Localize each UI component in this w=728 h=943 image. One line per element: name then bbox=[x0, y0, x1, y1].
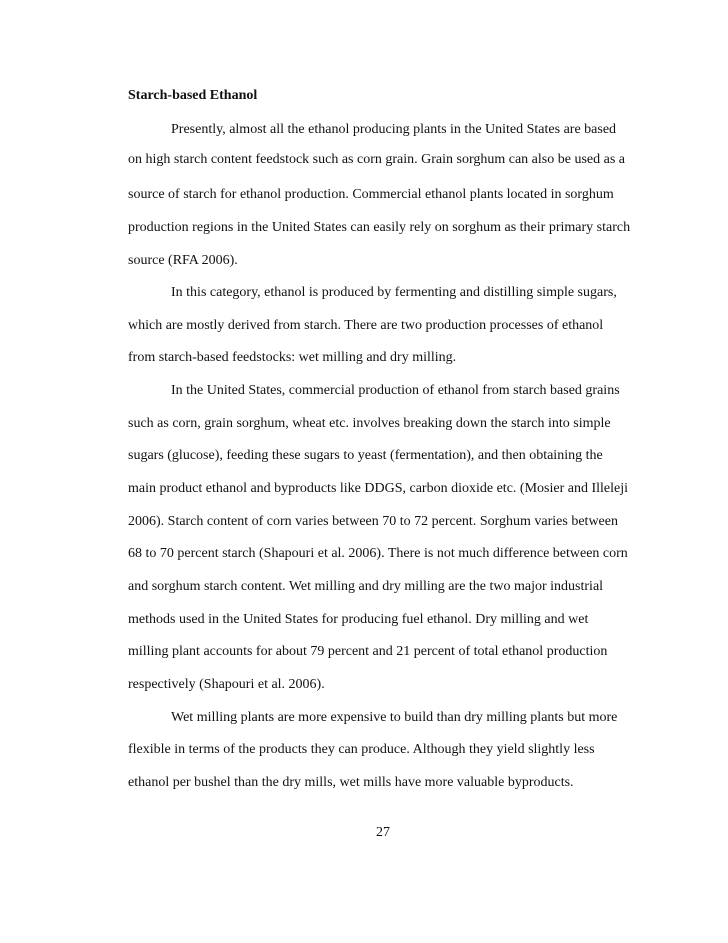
paragraph-line: main product ethanol and byproducts like DDGS, carbon dioxide etc. (Mosier and Illeleji bbox=[128, 481, 628, 496]
paragraph-line: sugars (glucose), feeding these sugars to yeast (fermentation), and then obtaining the bbox=[128, 448, 603, 463]
paragraph-line: which are mostly derived from starch. There are two production processes of ethanol bbox=[128, 318, 604, 333]
section-heading: Starch-based Ethanol bbox=[128, 88, 258, 103]
paragraph-line: milling plant accounts for about 79 percent and 21 percent of total ethanol production bbox=[128, 644, 608, 659]
paragraph-line: respectively (Shapouri et al. 2006). bbox=[128, 677, 325, 692]
paragraph-line: 2006). Starch content of corn varies between 70 to 72 percent. Sorghum varies between bbox=[128, 514, 618, 529]
paragraph-line: 68 to 70 percent starch (Shapouri et al. 2006). There is not much difference between corn bbox=[128, 546, 628, 561]
paragraph-line: such as corn, grain sorghum, wheat etc. involves breaking down the starch into simple bbox=[128, 416, 611, 431]
paragraph-line: In the United States, commercial production of ethanol from starch based grains bbox=[171, 383, 620, 398]
paragraph-line: source of starch for ethanol production. Commercial ethanol plants located in sorghum bbox=[128, 187, 614, 202]
paragraph-line: ethanol per bushel than the dry mills, wet mills have more valuable byproducts. bbox=[128, 775, 574, 790]
paragraph-line: on high starch content feedstock such as corn grain. Grain sorghum can also be used as a bbox=[128, 152, 625, 167]
paragraph-line: In this category, ethanol is produced by fermenting and distilling simple sugars, bbox=[171, 285, 617, 300]
paragraph-line: Presently, almost all the ethanol producing plants in the United States are based bbox=[171, 122, 617, 137]
paragraph-line: production regions in the United States can easily rely on sorghum as their primary starch bbox=[128, 220, 631, 235]
paragraph-line: source (RFA 2006). bbox=[128, 253, 238, 268]
page-number: 27 bbox=[376, 825, 390, 840]
paragraph-line: flexible in terms of the products they can produce. Although they yield slightly less bbox=[128, 742, 595, 757]
paragraph-line: and sorghum starch content. Wet milling and dry milling are the two major industrial bbox=[128, 579, 604, 594]
paragraph-line: from starch-based feedstocks: wet milling and dry milling. bbox=[128, 350, 457, 365]
paragraph-line: Wet milling plants are more expensive to build than dry milling plants but more bbox=[171, 710, 618, 725]
paragraph-line: methods used in the United States for producing fuel ethanol. Dry milling and wet bbox=[128, 612, 589, 627]
